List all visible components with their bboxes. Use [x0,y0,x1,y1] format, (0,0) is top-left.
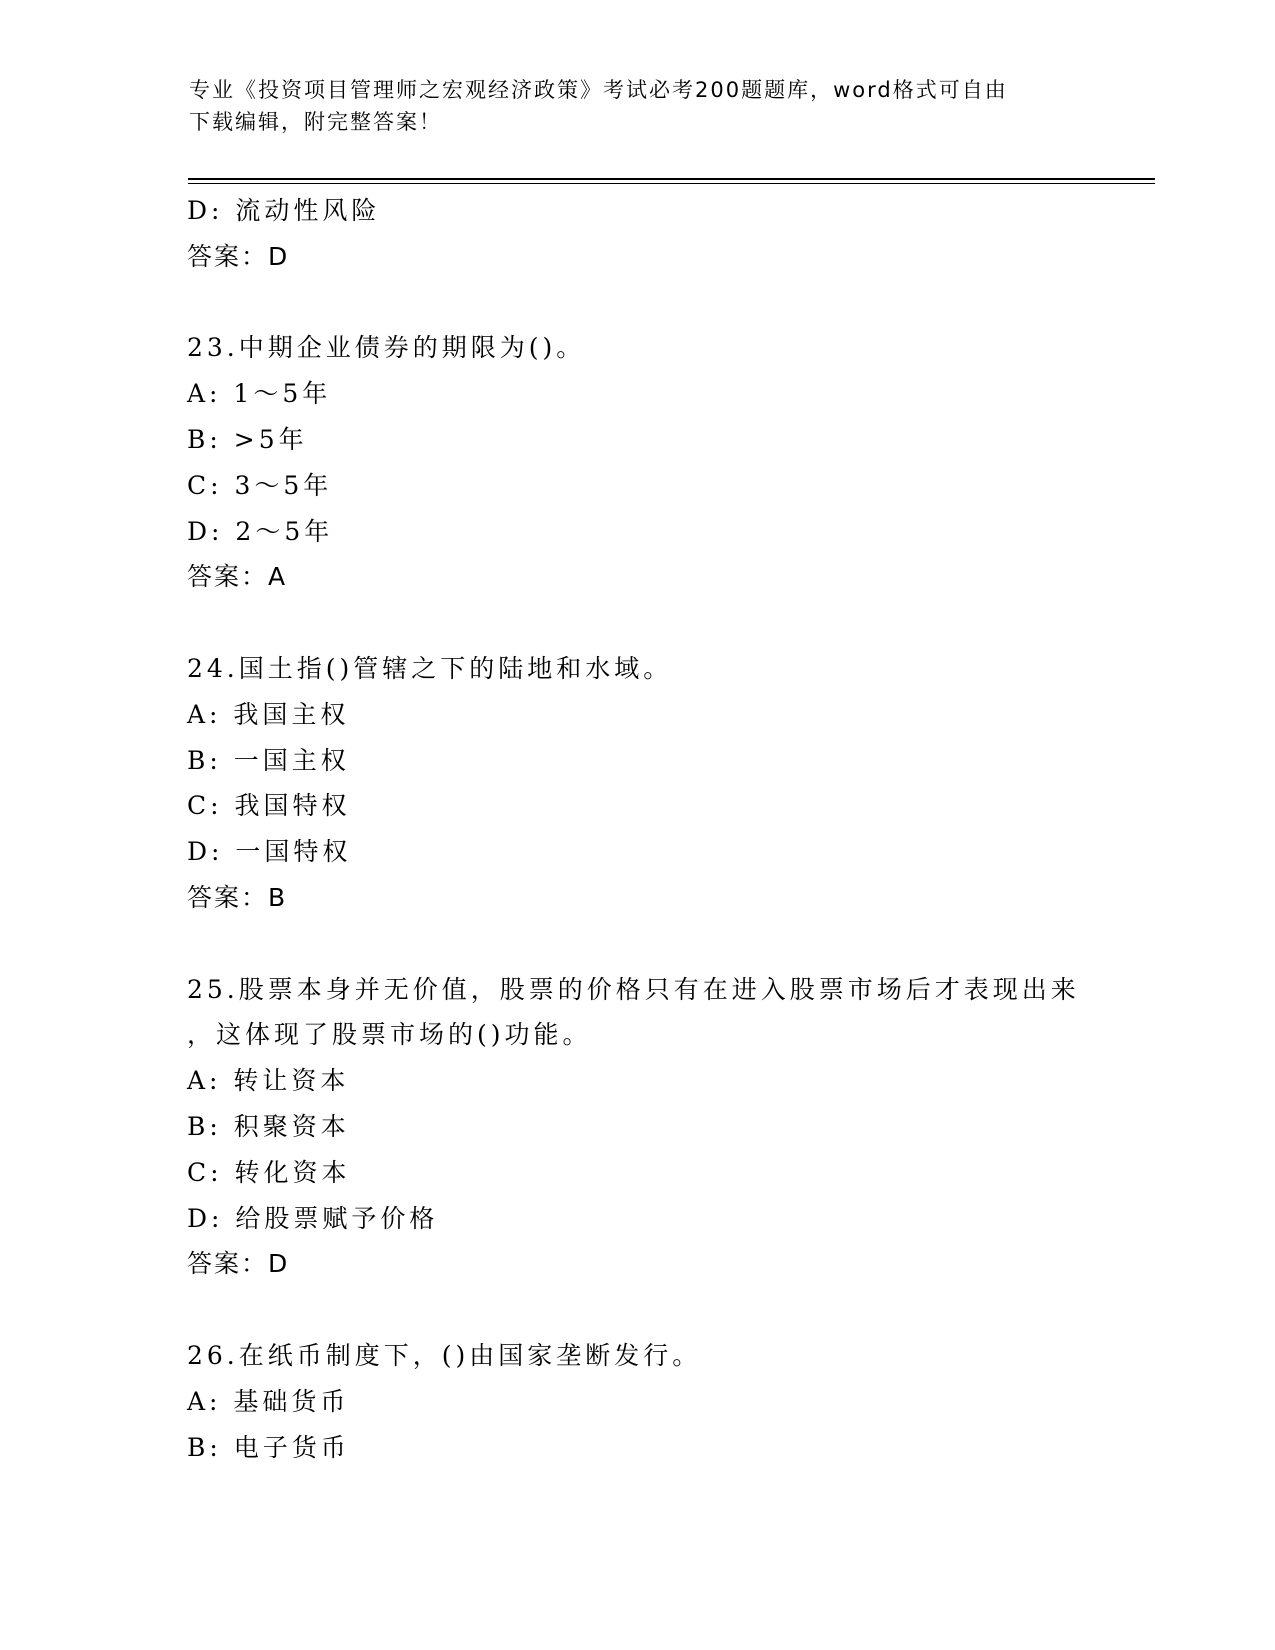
option-c: C: 3～5年 [187,470,333,500]
spacer [187,600,1087,646]
option-a: A: 我国主权 [187,699,350,729]
spacer [187,280,1087,326]
document-body [187,188,1087,1470]
option-b: B: 电子货币 [187,1432,350,1462]
header-line-1: 专业《投资项目管理师之宏观经济政策》考试必考200题题库，word格式可自由 [189,78,1008,102]
option-b: B: >5年 [187,424,308,454]
answer-line: 答案：A [187,562,288,592]
option-d: D: 2～5年 [187,516,334,546]
option-d: D: 流动性风险 [187,196,381,225]
question-25 [187,967,1087,1288]
question-stem: 26.在纸币制度下，()由国家垄断发行。 [187,1340,702,1370]
page-header [189,74,1089,138]
option-a: A: 1～5年 [187,379,332,409]
option-d: D: 给股票赋予价格 [187,1203,439,1233]
question-23 [187,325,1087,600]
option-a: A: 基础货币 [187,1386,350,1416]
answer-line: 答案：B [187,882,288,912]
question-22-tail [187,188,1087,280]
header-line-2: 下载编辑，附完整答案！ [189,110,442,134]
option-c: C: 我国特权 [187,791,351,821]
question-26 [187,1333,1087,1470]
question-stem-continued: ，这体现了股票市场的()功能。 [187,1020,592,1050]
option-c: C: 转化资本 [187,1157,351,1187]
answer-line: 答案：D [187,1249,290,1279]
option-b: B: 一国主权 [187,745,350,775]
question-stem: 23.中期企业债券的期限为()。 [187,333,586,363]
spacer [187,1287,1087,1333]
question-stem: 24.国土指()管辖之下的陆地和水域。 [187,653,673,683]
answer-line: 答案：D [187,241,290,271]
header-divider-thick [188,178,1155,180]
question-24 [187,646,1087,921]
option-a: A: 转让资本 [187,1066,350,1096]
header-divider-thin [188,183,1155,184]
option-d: D: 一国特权 [187,837,352,867]
question-stem: 25.股票本身并无价值，股票的价格只有在进入股票市场后才表现出来 [187,974,1080,1004]
spacer [187,921,1087,967]
option-b: B: 积聚资本 [187,1111,350,1141]
